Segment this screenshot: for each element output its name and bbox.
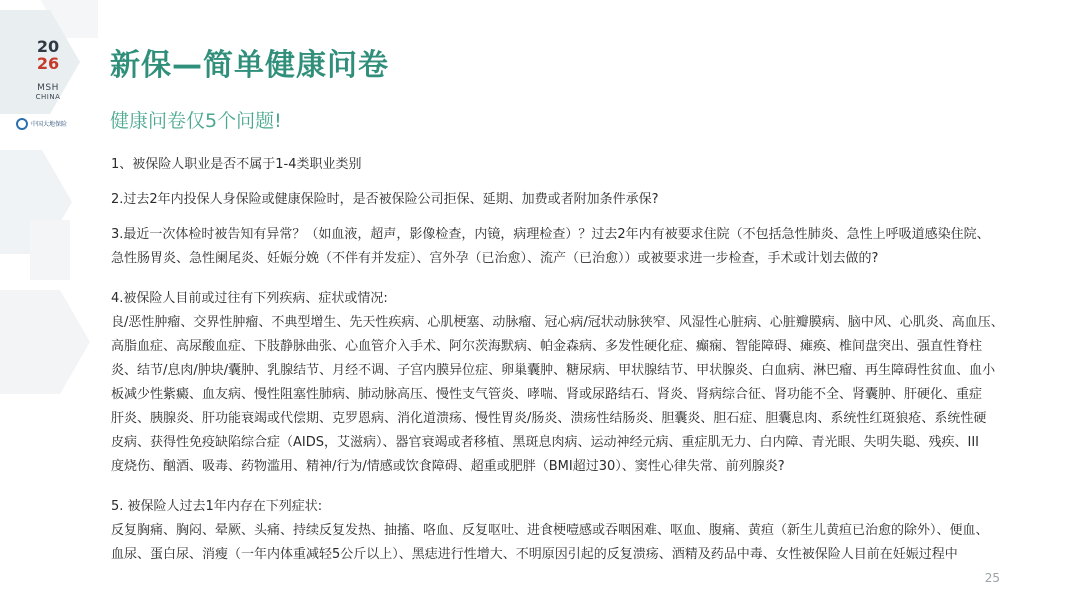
condition-list-line: 皮病、获得性免疫缺陷综合症（AIDS，艾滋病）、器官衰竭或者移植、黑斑息肉病、运动神经元病、重症肌无力、白内障、青光眼、失明失聪、残疾、III xyxy=(111,435,979,450)
partner-emblem-icon xyxy=(16,118,28,130)
sidebar-decoration xyxy=(0,0,98,608)
logo-text-china: CHINA xyxy=(35,93,61,101)
question-text: 1、被保险人职业是否不属于1-4类职业类别 xyxy=(111,157,362,172)
slide-title: 新保—简单健康问卷 xyxy=(110,48,389,83)
logo-year-bottom: 26 xyxy=(36,54,60,73)
condition-list-line: 度烧伤、酗酒、吸毒、药物滥用、精神/行为/情感或饮食障碍、超重或肥胖（BMI超过30）、窦性心律失常、前列腺炎? xyxy=(111,459,785,474)
partner-label: 中国大地保险 xyxy=(31,120,68,128)
condition-list-line: 良/恶性肿瘤、交界性肿瘤、不典型增生、先天性疾病、心肌梗塞、动脉瘤、冠心病/冠状动脉狭窄、风湿性心脏病、心脏瓣膜病、脑中风、心肌炎、高血压、 xyxy=(111,315,1004,330)
condition-list-line: 炎、结节/息肉/肿块/囊肿、乳腺结节、月经不调、子宫内膜异位症、卵巢囊肿、糖尿病、甲状腺结节、甲状腺炎、白血病、淋巴瘤、再生障碍性贫血、血小 xyxy=(111,363,996,378)
decorative-block xyxy=(30,220,70,280)
question-5 xyxy=(111,495,1046,567)
logo-year-top: 20 xyxy=(36,37,60,56)
condition-list-line: 肝炎、胰腺炎、肝功能衰竭或代偿期、克罗恩病、消化道溃疡、慢性胃炎/肠炎、溃疡性结肠炎、胆囊炎、胆石症、胆囊息肉、系统性红斑狼疮、系统性硬 xyxy=(111,411,987,426)
partner-logo xyxy=(16,118,78,130)
symptom-list-line: 血尿、蛋白尿、消瘦（一年内体重减轻5公斤以上）、黑痣进行性增大、不明原因引起的反复溃疡、酒精及药品中毒、女性被保险人目前在妊娠过程中 xyxy=(111,547,958,562)
question-3 xyxy=(111,223,1046,271)
question-heading: 4.被保险人目前或过往有下列疾病、症状或情况: xyxy=(111,291,388,306)
questionnaire-content xyxy=(111,153,1046,578)
question-text: 急性肠胃炎、急性阑尾炎、妊娠分娩（不伴有并发症）、宫外孕（已治愈）、流产（已治愈））或被要求进一步检查，手术或计划去做的? xyxy=(111,251,879,266)
symptom-list-line: 反复胸痛、胸闷、晕厥、头痛、持续反复发热、抽搐、咯血、反复呕吐、进食梗噎感或吞咽困难、呕血、腹痛、黄疸（新生儿黄疸已治愈的除外）、便血、 xyxy=(111,523,989,538)
question-2 xyxy=(111,188,1046,212)
question-4 xyxy=(111,287,1046,479)
condition-list-line: 板减少性紫癜、血友病、慢性阻塞性肺病、肺动脉高压、慢性支气管炎、哮喘、肾或尿路结石、肾炎、肾病综合征、肾功能不全、肾囊肿、肝硬化、重症 xyxy=(111,387,983,402)
slide-subtitle: 健康问卷仅5个问题! xyxy=(110,110,282,132)
question-heading: 5. 被保险人过去1年内存在下列症状: xyxy=(111,499,323,514)
question-1 xyxy=(111,153,1046,177)
event-logo xyxy=(24,38,72,101)
question-text: 3.最近一次体检时被告知有异常？（如血液，超声，影像检查，内镜，病理检查）？过去2年内有被要求住院（不包括急性肺炎、急性上呼吸道感染住院、 xyxy=(111,227,990,242)
question-text: 2.过去2年内投保人身保险或健康保险时，是否被保险公司拒保、延期、加费或者附加条件承保? xyxy=(111,192,659,207)
decorative-hexagon xyxy=(0,290,90,394)
logo-text-msh: MSH xyxy=(37,83,59,93)
page-number: 25 xyxy=(984,571,1000,585)
condition-list-line: 高脂血症、高尿酸血症、下肢静脉曲张、心血管介入手术、阿尔茨海默病、帕金森病、多发性硬化症、癫痫、智能障碍、瘫痪、椎间盘突出、强直性脊柱 xyxy=(111,339,983,354)
